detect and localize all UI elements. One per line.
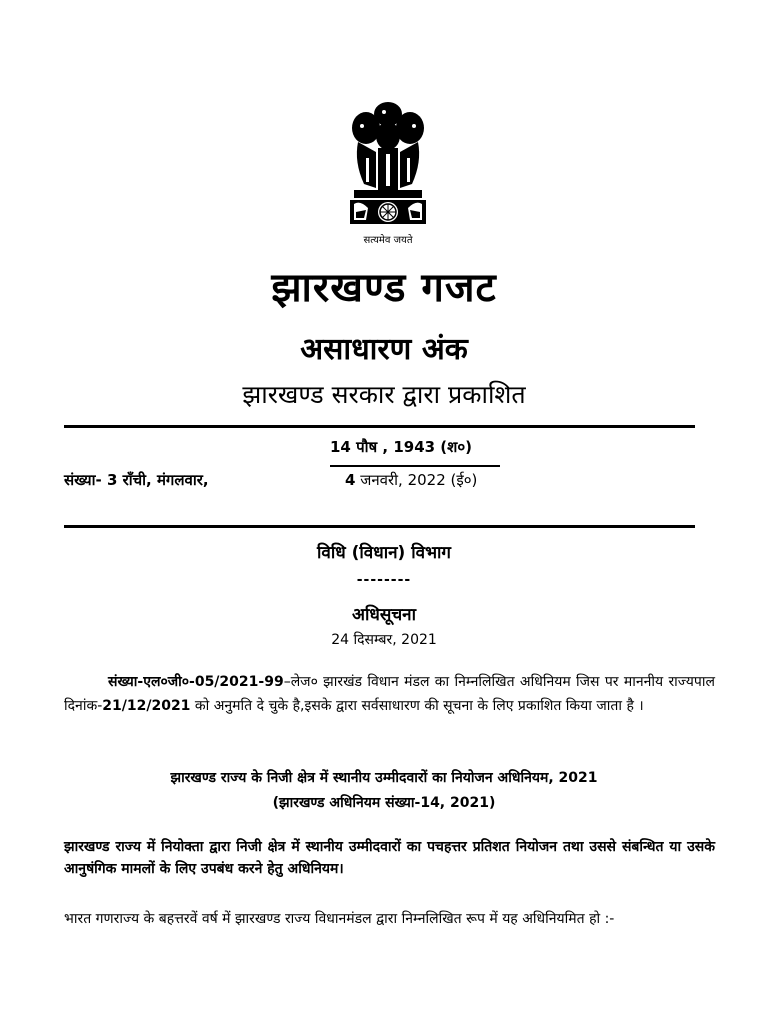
emblem-motto: सत्यमेव जयते <box>363 235 413 246</box>
notification-date: 24 दिसम्बर, 2021 <box>331 632 437 648</box>
national-emblem-icon <box>336 92 440 248</box>
act-heading <box>0 766 768 816</box>
gazette-subtitle: असाधारण अंक <box>300 332 468 367</box>
department-heading: विधि (विधान) विभाग <box>316 543 452 563</box>
notification-text-1: –लेज० झारखंड विधान मंडल का निम्नलिखित अधिनियम जिस पर माननीय राज्यपाल दिनांक- <box>64 674 715 714</box>
issue-number-place: संख्या- 3 राँची, मंगलवार, <box>64 471 209 489</box>
enactment-clause: भारत गणराज्य के बहत्तरवें वर्ष में झारखण्ड राज्य विधानमंडल द्वारा निम्नलिखित रूप में यह अधिनियमित हो :- <box>64 911 615 927</box>
gazette-title: झारखण्ड गजट <box>271 265 497 311</box>
date-divider <box>330 465 500 467</box>
gregorian-day: 4 <box>345 471 356 489</box>
gregorian-month-year: जनवरी, 2022 (ई०) <box>360 471 478 489</box>
gazette-publisher: झारखण्ड सरकार द्वारा प्रकाशित <box>242 380 526 409</box>
top-divider <box>64 425 695 428</box>
bottom-divider <box>64 525 695 528</box>
gregorian-date <box>345 470 477 490</box>
act-number: (झारखण्ड अधिनियम संख्या-14, 2021) <box>272 795 496 811</box>
act-title: झारखण्ड राज्य के निजी क्षेत्र में स्थानीय उम्मीदवारों का नियोजन अधिनियम, 2021 <box>170 770 598 786</box>
notification-heading: अधिसूचना <box>352 605 416 625</box>
notification-number: संख्या-एल०जी०-05/2021-99 <box>108 674 284 690</box>
separator-line: -------- <box>356 572 412 588</box>
act-preamble: झारखण्ड राज्य में नियोक्ता द्वारा निजी क्षेत्र में स्थानीय उम्मीदवारों का पचहत्तर प्रतिशत नियोजन तथा उससे संबन्धित या उसके आनुषंगिक मामलों के लिए उपबंध करने हेतु अधिनियम। <box>64 839 715 877</box>
assent-date: 21/12/2021 <box>102 698 191 714</box>
saka-date: 14 पौष , 1943 (श०) <box>330 438 472 456</box>
notification-text-2: को अनुमति दे चुके है,इसके द्वारा सर्वसाधारण की सूचना के लिए प्रकाशित किया जाता है । <box>190 698 644 714</box>
notification-paragraph <box>64 670 715 718</box>
